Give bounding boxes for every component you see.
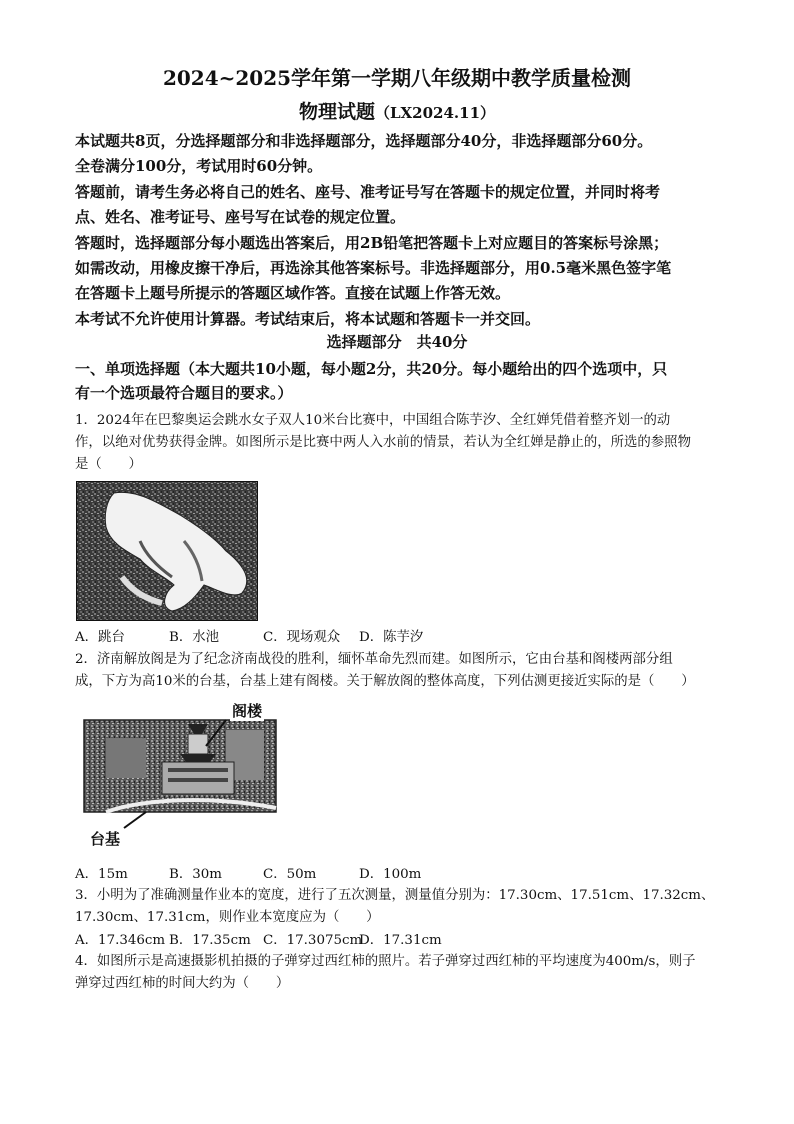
question-4 [75,951,725,995]
question-1 [75,410,725,476]
option-a: A．跳台 [75,630,125,645]
q1-options [75,629,423,647]
question-line: 是（ ） [75,457,142,472]
question-line: 作，以绝对优势获得金牌。如图所示是比赛中两人入水前的情景，若认为全红婵是静止的，所选的参照物 [75,435,691,450]
question-line: 1．2024年在巴黎奥运会跳水女子双人10米台比赛中，中国组合陈芋汐、全红婵凭借着整齐划一的动 [75,413,671,428]
instruction-line: 在答题卡上题号所提示的答题区域作答。直接在试题上作答无效。 [75,284,511,303]
question-line: 2．济南解放阁是为了纪念济南战役的胜利，缅怀革命先烈而建。如图所示，它由台基和阁楼两部分组 [75,652,673,667]
question-2 [75,649,725,693]
option-d: D．陈芋汐 [359,630,424,645]
option-d: D．100m [359,867,422,882]
label-pavilion: 阁楼 [232,702,263,720]
question-line: 17.30cm、17.31cm，则作业本宽度应为（ ） [75,910,380,925]
question-line: 3．小明为了准确测量作业本的宽度，进行了五次测量，测量值分别为：17.30cm、17.51cm、17.32cm、 [75,888,715,903]
option-c: C．17.3075cm [263,933,363,948]
instruction-line: 全卷满分100分，考试用时60分钟。 [75,157,323,176]
diving-photo [76,481,258,621]
instruction-line: 如需改动，用橡皮擦干净后，再选涂其他答案标号。非选择题部分，用0.5毫米黑色签字笔 [75,259,672,278]
option-a: A．17.346cm [75,933,166,948]
option-a: A．15m [75,867,128,882]
question-line: 4．如图所示是高速摄影机拍摄的子弹穿过西红柿的照片。若子弹穿过西红柿的平均速度为400m/s，则子 [75,954,696,969]
section-instructions [75,357,725,405]
option-d: D．17.31cm [359,933,442,948]
section-line: 一、单项选择题（本大题共10小题，每小题2分，共20分。每小题给出的四个选项中，只 [75,360,668,378]
option-b: B．30m [169,867,222,882]
label-base: 台基 [90,830,121,848]
instruction-line: 本试题共8页，分选择题部分和非选择题部分，选择题部分40分，非选择题部分60分。 [75,132,653,150]
instruction-line: 答题时，选择题部分每小题选出答案后，用2B铅笔把答题卡上对应题目的答案标号涂黑； [75,233,669,252]
pavilion-figure [76,700,286,850]
option-c: C．现场观众 [263,630,341,645]
question-line: 成，下方为高10米的台基，台基上建有阁楼。关于解放阁的整体高度，下列估测更接近实际的是（ ） [75,674,695,689]
question-3 [75,885,725,929]
subject-name: 物理试题 [298,101,375,123]
q2-options [75,866,421,884]
section-line: 有一个选项最符合题目的要求。） [75,384,293,402]
instruction-line: 点、姓名、准考证号、座号写在试卷的规定位置。 [75,208,406,227]
instruction-line: 答题前，请考生务必将自己的姓名、座号、准考证号写在答题卡的规定位置，并同时将考 [75,182,661,201]
section-header: 选择题部分 共40分 [326,333,468,351]
exam-subject [0,100,794,125]
question-line: 弹穿过西红柿的时间大约为（ ） [75,976,290,991]
q3-options [75,932,442,950]
instructions [75,129,725,332]
option-b: B．17.35cm [169,933,251,948]
exam-title: 2024~2025学年第一学期八年级期中教学质量检测 [162,66,632,90]
option-b: B．水池 [169,630,220,645]
instruction-line: 本考试不允许使用计算器。考试结束后，将本试题和答题卡一并交回。 [75,309,541,328]
option-c: C．50m [263,867,317,882]
exam-code: （LX2024.11） [374,104,496,122]
